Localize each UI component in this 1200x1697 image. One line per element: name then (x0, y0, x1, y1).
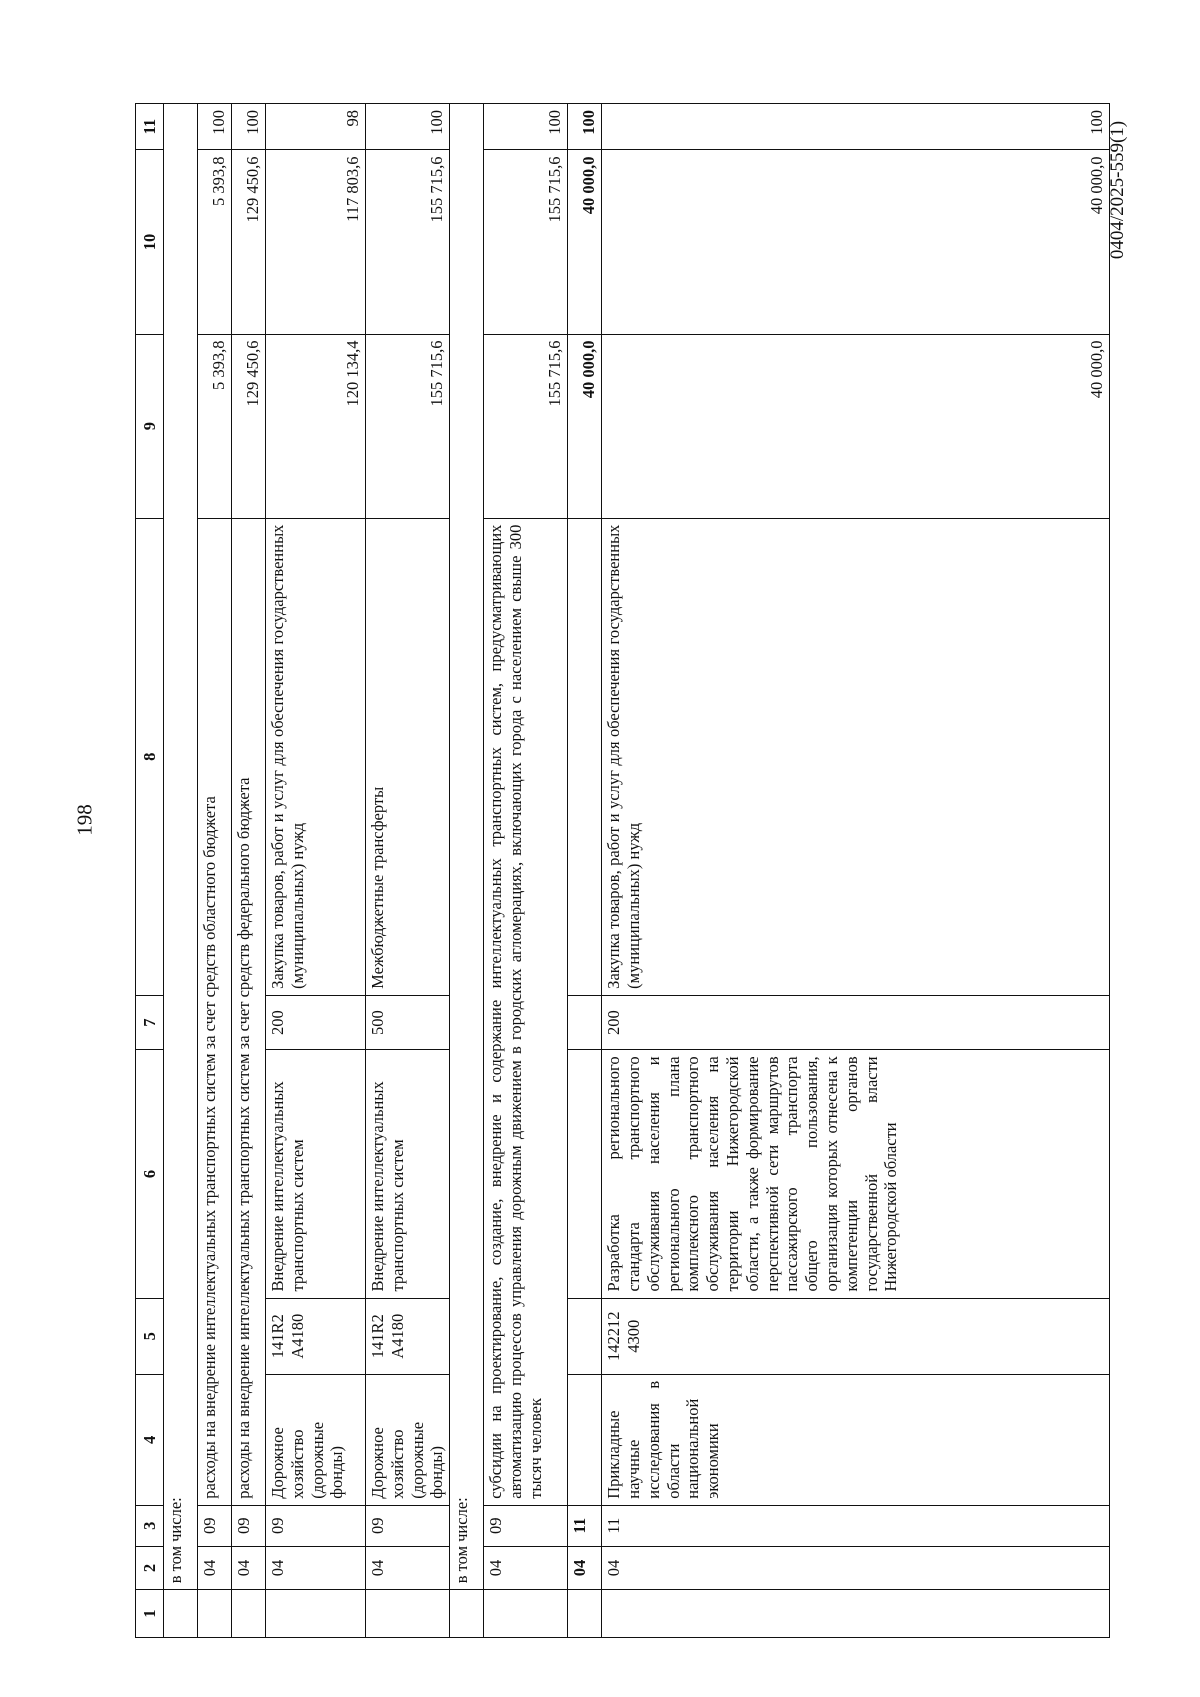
row-caption: расходы на внедрение интеллектуальных транспортных систем за счет средств областного бюджета (198, 518, 232, 1505)
header-col-8: 8 (136, 518, 164, 995)
cell-section-name: Прикладные научные исследования в области национальной экономики (602, 1374, 1110, 1505)
header-col-5: 5 (136, 1298, 164, 1374)
table-row (232, 104, 266, 1638)
table-row (366, 104, 450, 1638)
header-col-1: 1 (136, 1590, 164, 1638)
cell-executed: 5 393,8 (198, 150, 232, 334)
cell-expense-name: Межбюджетные трансферты (366, 518, 450, 995)
cell-section: 04 (602, 1546, 1110, 1590)
cell-expense-type: 200 (266, 995, 366, 1050)
row-caption: субсидии на проектирование, создание, внедрение и содержание интеллектуальных транспортных систем, предусматривающих автоматизацию процессов управления дорожным движением в городских агломерациях, включающих города с населением свыше 300 тысяч человек (484, 518, 568, 1505)
document-number: 0404/2025-559(1) (1107, 120, 1128, 260)
cell-target-name: Внедрение интеллектуальных транспортных систем (266, 1050, 366, 1298)
cell-percent: 98 (266, 104, 366, 150)
cell-planned: 120 134,4 (266, 334, 366, 518)
cell-subsection: 09 (484, 1505, 568, 1546)
table-row-subtotal (568, 104, 602, 1638)
cell-executed: 155 715,6 (484, 150, 568, 334)
cell-expense-name: Закупка товаров, работ и услуг для обеспечения государственных (муниципальных) нужд (266, 518, 366, 995)
cell-target-code: 141R2 A4180 (366, 1298, 450, 1374)
table-row (164, 104, 198, 1638)
cell-subsection: 09 (266, 1505, 366, 1546)
cell-percent: 100 (366, 104, 450, 150)
cell-executed: 155 715,6 (366, 150, 450, 334)
cell-section: 04 (232, 1546, 266, 1590)
table-row (198, 104, 232, 1638)
header-col-7: 7 (136, 995, 164, 1050)
cell-executed: 40 000,0 (568, 150, 602, 334)
header-col-4: 4 (136, 1374, 164, 1505)
cell-target-code: 141R2 A4180 (266, 1298, 366, 1374)
cell-planned: 5 393,8 (198, 334, 232, 518)
cell-planned: 40 000,0 (568, 334, 602, 518)
table-row (602, 104, 1110, 1638)
rotated-table-container (135, 103, 1110, 1638)
header-col-6: 6 (136, 1050, 164, 1298)
cell-section: 04 (484, 1546, 568, 1590)
header-col-9: 9 (136, 334, 164, 518)
header-col-11: 11 (136, 104, 164, 150)
cell-target-name: Внедрение интеллектуальных транспортных систем (366, 1050, 450, 1298)
cell-percent: 100 (232, 104, 266, 150)
cell-subsection: 09 (198, 1505, 232, 1546)
cell-planned: 155 715,6 (484, 334, 568, 518)
header-col-10: 10 (136, 150, 164, 334)
cell-executed: 129 450,6 (232, 150, 266, 334)
cell-percent: 100 (602, 104, 1110, 150)
page-number: 198 (72, 804, 97, 836)
cell-percent: 100 (484, 104, 568, 150)
cell-section: 04 (266, 1546, 366, 1590)
header-col-2: 2 (136, 1546, 164, 1590)
row-caption: в том числе: (450, 104, 484, 1590)
cell-expense-type: 500 (366, 995, 450, 1050)
cell-subsection: 11 (568, 1505, 602, 1546)
budget-table (135, 103, 1110, 1638)
cell-expense-name: Закупка товаров, работ и услуг для обеспечения государственных (муниципальных) нужд (602, 518, 1110, 995)
row-caption: расходы на внедрение интеллектуальных транспортных систем за счет средств федерального бюджета (232, 518, 266, 1505)
cell-target-code: 142212 4300 (602, 1298, 1110, 1374)
cell-subsection: 09 (232, 1505, 266, 1546)
table-header-row (136, 104, 164, 1638)
row-caption: в том числе: (164, 104, 198, 1590)
cell-percent: 100 (568, 104, 602, 150)
cell-percent: 100 (198, 104, 232, 150)
cell-subsection: 09 (366, 1505, 450, 1546)
cell-executed: 40 000,0 (602, 150, 1110, 334)
cell-section: 04 (366, 1546, 450, 1590)
cell-planned: 129 450,6 (232, 334, 266, 518)
cell-expense-type: 200 (602, 995, 1110, 1050)
cell-target-name: Разработка регионального стандарта транспортного обслуживания населения и регионального плана комплексного транспортного обслуживания населения на территории Нижегородской области, а также формирование перспективной сети маршрутов пассажирского транспорта общего пользования, организация которых отнесена к компетенции органов государственной власти Нижегородской области (602, 1050, 1110, 1298)
table-row (450, 104, 484, 1638)
table-row (484, 104, 568, 1638)
cell-section: 04 (568, 1546, 602, 1590)
cell-planned: 40 000,0 (602, 334, 1110, 518)
cell-section-name: Дорожное хозяйство (дорожные фонды) (266, 1374, 366, 1505)
table-row (266, 104, 366, 1638)
cell-section: 04 (198, 1546, 232, 1590)
cell-section-name: Дорожное хозяйство (дорожные фонды) (366, 1374, 450, 1505)
cell-executed: 117 803,6 (266, 150, 366, 334)
cell-subsection: 11 (602, 1505, 1110, 1546)
header-col-3: 3 (136, 1505, 164, 1546)
cell-planned: 155 715,6 (366, 334, 450, 518)
